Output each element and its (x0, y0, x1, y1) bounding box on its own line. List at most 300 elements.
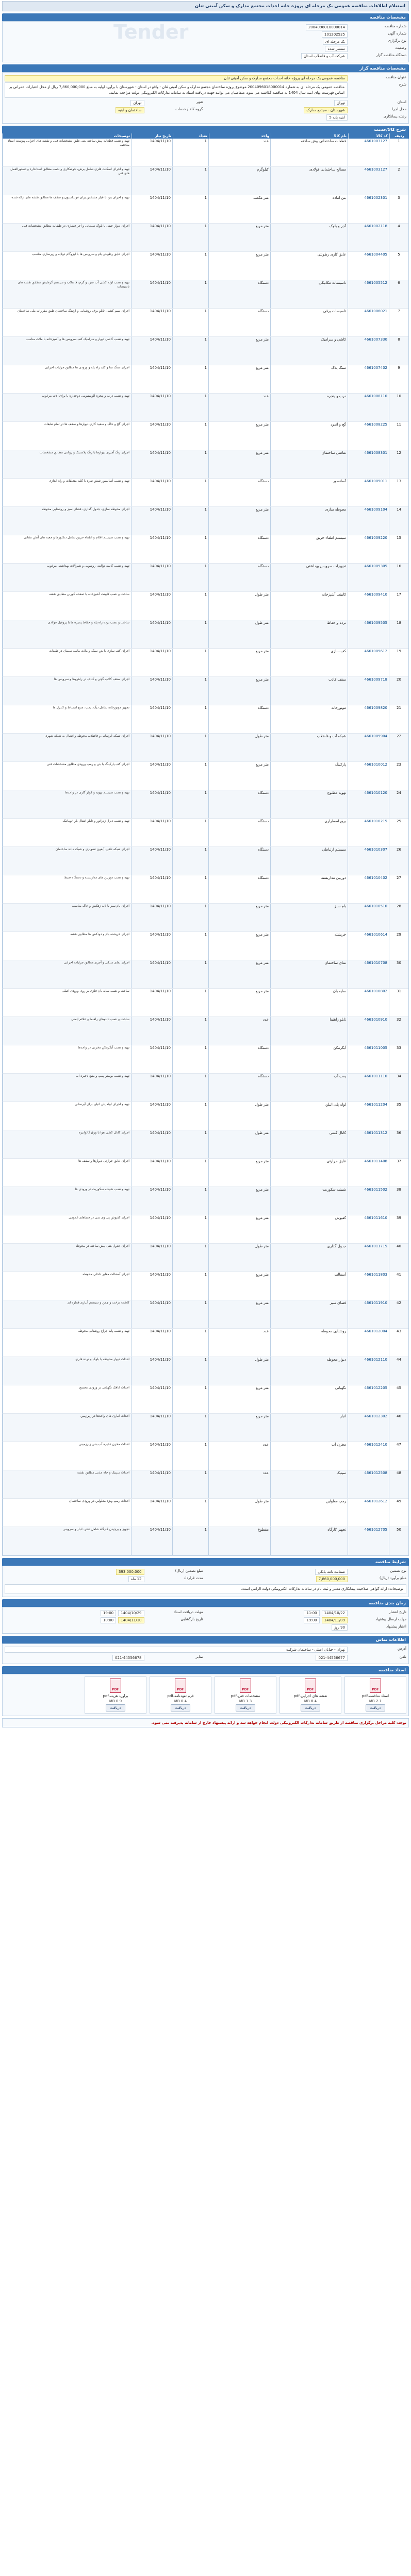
doc-card[interactable] (150, 1676, 211, 1714)
doc-name: اسناد مناقصه.pdf (361, 1693, 389, 1698)
goods-section-head: شرح کالا/خدمت (2, 126, 409, 133)
cell-code: 4661009505 (348, 620, 389, 648)
cell-date: 1404/11/10 (131, 195, 172, 223)
cell-unit: عدد (208, 1017, 270, 1045)
cell-qty: 1 (172, 620, 208, 648)
category: ساختمان و ابنیه (116, 107, 144, 113)
cell-name: دوربین مداربسته (270, 875, 348, 903)
cell-date: 1404/11/10 (131, 904, 172, 931)
docs-section-head: اسناد مناقصه (2, 1666, 409, 1674)
cell-unit: عدد (208, 1470, 270, 1498)
cell-desc: اجرای عایق حرارتی دیوارها و سقف ها (3, 1159, 131, 1187)
estimate: 7,860,000,000 (316, 1576, 348, 1582)
cell-code: 4661007402 (348, 365, 389, 393)
cell-name: قطعات ساختمانی پیش ساخته (270, 139, 348, 166)
col-unit: واحد (209, 133, 271, 139)
cell-desc: اجرای جدول بتنی پیش ساخته در محوطه (3, 1244, 131, 1272)
doc-card[interactable] (215, 1676, 276, 1714)
cell-code: 4661002301 (348, 195, 389, 223)
cell-code: 4661009904 (348, 734, 389, 761)
cell-desc: تهیه و نصب آبگرمکن مخزنی در واحدها (3, 1045, 131, 1073)
cell-qty: 1 (172, 1357, 208, 1385)
cell-unit: دستگاه (208, 790, 270, 818)
cell-unit: دستگاه (208, 847, 270, 875)
cell-no: 21 (389, 705, 408, 733)
cell-date: 1404/11/10 (131, 1159, 172, 1187)
cell-date: 1404/11/10 (131, 1102, 172, 1130)
table-row (3, 167, 408, 195)
cell-date: 1404/11/10 (131, 989, 172, 1016)
cell-date: 1404/11/10 (131, 309, 172, 336)
cell-name: موتورخانه (270, 705, 348, 733)
cell-no: 27 (389, 875, 408, 903)
cell-qty: 1 (172, 819, 208, 846)
cell-date: 1404/11/10 (131, 875, 172, 903)
doc-card[interactable] (344, 1676, 406, 1714)
fax: 021-44556678 (112, 1655, 144, 1661)
cell-unit: متر طول (208, 1102, 270, 1130)
tender-type: یک مرحله ای (323, 39, 348, 45)
cell-desc: احداث رمپ ویژه معلولین در ورودی ساختمان (3, 1499, 131, 1527)
cell-desc: احداث اتاقک نگهبانی در ورودی مجتمع (3, 1385, 131, 1413)
cell-date: 1404/11/10 (131, 1017, 172, 1045)
cell-name: فضای سبز (270, 1300, 348, 1328)
cell-no: 5 (389, 252, 408, 280)
cell-no: 2 (389, 167, 408, 195)
cell-code: 4661010910 (348, 1017, 389, 1045)
cell-name: تجهیزات سرویس بهداشتی (270, 564, 348, 591)
cell-qty: 1 (172, 960, 208, 988)
cell-desc: اجرای محوطه سازی، جدول گذاری، فضای سبز و روشنایی محوطه (3, 507, 131, 535)
col-qty: تعداد (173, 133, 209, 139)
table-row (3, 394, 408, 422)
cell-name: سیستم اطفاء حریق (270, 535, 348, 563)
cell-code: 4661010708 (348, 960, 389, 988)
cell-unit: دستگاه (208, 479, 270, 506)
cell-no: 17 (389, 592, 408, 620)
cell-date: 1404/11/10 (131, 649, 172, 676)
cell-qty: 1 (172, 705, 208, 733)
cell-qty: 1 (172, 252, 208, 280)
cell-desc: اجرای سقف کاذب گچی و کناف در راهروها و سرویس ها (3, 677, 131, 705)
cell-qty: 1 (172, 1187, 208, 1215)
doc-size: 8.4 MB (304, 1699, 317, 1703)
cell-no: 48 (389, 1470, 408, 1498)
table-row (3, 1215, 408, 1244)
guarantee-label: نوع تضمین (390, 1568, 406, 1573)
cell-date: 1404/11/10 (131, 762, 172, 790)
cell-code: 4661010402 (348, 875, 389, 903)
cell-no: 33 (389, 1045, 408, 1073)
doc-size: 0.9 MB (109, 1699, 122, 1703)
table-row (3, 224, 408, 252)
city-label: شهر (196, 99, 203, 104)
conditions-note: توضیحات: ارائه گواهی صلاحیت پیمانکاری معتبر و ثبت نام در سامانه تدارکات الکترونیکی دولت الزامی است. (5, 1584, 406, 1594)
cell-date: 1404/11/10 (131, 564, 172, 591)
cell-code: 4661011408 (348, 1159, 389, 1187)
doc-size: 2.1 MB (369, 1699, 382, 1703)
cell-code: 4661009220 (348, 535, 389, 563)
estimate-label: مبلغ برآورد (ریال) (380, 1575, 406, 1580)
cell-desc: احداث انباری های واحدها در زیرزمین (3, 1414, 131, 1442)
table-row (3, 1499, 408, 1527)
cell-desc: تهیه و نصب پایه چراغ روشنایی محوطه (3, 1329, 131, 1357)
cell-code: 4661009410 (348, 592, 389, 620)
cell-name: کاشی و سرامیک (270, 337, 348, 365)
cell-unit: متر مربع (208, 337, 270, 365)
contact-section-head: اطلاعات تماس (2, 1636, 409, 1643)
cell-name: سقف کاذب (270, 677, 348, 705)
cell-qty: 1 (172, 1329, 208, 1357)
table-row (3, 1385, 408, 1414)
table-row (3, 847, 408, 875)
cell-desc: اجرای شبکه آبرسانی و فاضلاب محوطه و اتصال به شبکه شهری (3, 734, 131, 761)
cell-date: 1404/11/10 (131, 252, 172, 280)
cell-name: پارکینگ (270, 762, 348, 790)
cell-no: 41 (389, 1272, 408, 1300)
cell-name: بتن آماده (270, 195, 348, 223)
cell-qty: 1 (172, 762, 208, 790)
table-row (3, 337, 408, 365)
cell-name: سپتیک (270, 1470, 348, 1498)
cell-date: 1404/11/10 (131, 1527, 172, 1555)
table-row (3, 450, 408, 479)
cell-code: 4661004405 (348, 252, 389, 280)
cell-unit: متر مربع (208, 450, 270, 478)
classification: ابنیه پایه 5 (326, 114, 348, 121)
cell-unit: متر مربع (208, 904, 270, 931)
cell-desc: اجرای دیوار چینی با بلوک سیمانی و آجر فشاری در طبقات مطابق مشخصات فنی (3, 224, 131, 251)
cell-name: آسفالت (270, 1272, 348, 1300)
cell-desc: تهیه و نصب شیشه سکوریت در ورودی ها (3, 1187, 131, 1215)
cell-qty: 1 (172, 1017, 208, 1045)
subject: مناقصه عمومی یک مرحله ای پروژه خانه احداث مجتمع مدارک و سکن آمیتی ثنان (5, 75, 348, 81)
tender-type-label: نوع برگزاری (388, 39, 406, 43)
province: تهران (334, 100, 348, 106)
cell-qty: 1 (172, 649, 208, 676)
cell-qty: 1 (172, 535, 208, 563)
cell-code: 4661009011 (348, 479, 389, 506)
cell-name: درب و پنجره (270, 394, 348, 421)
cell-qty: 1 (172, 195, 208, 223)
download-button[interactable]: دریافت (301, 1704, 321, 1711)
dates-section-head: زمان بندی مناقصه (2, 1599, 409, 1607)
table-row (3, 790, 408, 819)
cell-no: 9 (389, 365, 408, 393)
cell-name: کف سازی (270, 649, 348, 676)
cell-desc: اجرای کانال کشی هوا با ورق گالوانیزه (3, 1130, 131, 1158)
cell-desc: احداث سپتیک و چاه جذبی مطابق نقشه (3, 1470, 131, 1498)
cell-unit: متر طول (208, 1357, 270, 1385)
pdf-icon (370, 1679, 381, 1693)
cell-name: عایق حرارتی (270, 1159, 348, 1187)
publish-time: 11:00 (304, 1610, 319, 1616)
cell-unit: دستگاه (208, 1074, 270, 1101)
cell-desc: تجهیز موتورخانه شامل دیگ، پمپ، منبع انبساط و کنترل ها (3, 705, 131, 733)
table-row (3, 1442, 408, 1470)
cell-desc: احداث دیوار محوطه با بلوک و نرده فلزی (3, 1357, 131, 1385)
doc-card[interactable] (280, 1676, 341, 1714)
cell-unit: متر مکعب (208, 195, 270, 223)
doc-name: فرم تعهدنامه.pdf (167, 1693, 194, 1698)
pdf-icon (305, 1679, 316, 1693)
cell-no: 10 (389, 394, 408, 421)
cell-qty: 1 (172, 1470, 208, 1498)
org-label: دستگاه مناقصه گزار (376, 53, 406, 57)
tender-header-box (2, 21, 409, 62)
doc-card[interactable] (85, 1676, 146, 1714)
cell-code: 4661008110 (348, 394, 389, 421)
table-row (3, 734, 408, 762)
cell-unit: دستگاه (208, 280, 270, 308)
table-row (3, 1470, 408, 1499)
cell-desc: تهیه و اجرای اسکلت فلزی شامل برش، جوشکاری و نصب مطابق استاندارد و دستورالعمل های فنی (3, 167, 131, 195)
table-row (3, 252, 408, 280)
cell-name: پمپ آب (270, 1074, 348, 1101)
cell-code: 4661006021 (348, 309, 389, 336)
cell-date: 1404/11/10 (131, 167, 172, 195)
cell-qty: 1 (172, 875, 208, 903)
table-row (3, 904, 408, 932)
tender-no: 2004096018000014 (306, 24, 348, 30)
cell-unit: متر مربع (208, 1215, 270, 1243)
footer-note: توجه: کلیه مراحل برگزاری مناقصه از طریق سامانه تدارکات الکترونیکی دولت انجام خواهد شد و ارائه پیشنهاد خارج از سامانه پذیرفته نمی شود. (2, 1718, 409, 1728)
doc-name: برآورد هزینه.pdf (103, 1693, 128, 1698)
conditions-section-head: شرایط مناقصه (2, 1558, 409, 1566)
table-row (3, 1045, 408, 1074)
table-row (3, 1244, 408, 1272)
province-label: استان (397, 99, 406, 104)
cell-name: نرده و حفاظ (270, 620, 348, 648)
conditions-box (2, 1566, 409, 1597)
cell-no: 24 (389, 790, 408, 818)
cell-name: سنگ پلاک (270, 365, 348, 393)
download-button[interactable]: دریافت (366, 1704, 386, 1711)
pdf-icon (175, 1679, 186, 1693)
cell-name: شیشه سکوریت (270, 1187, 348, 1215)
cell-name: مخزن آب (270, 1442, 348, 1470)
cell-no: 6 (389, 280, 408, 308)
cell-unit: متر مربع (208, 1385, 270, 1413)
cell-desc: تهیه و نصب کاشی دیوار و سرامیک کف سرویس ها و آشپزخانه با ملات مناسب (3, 337, 131, 365)
cell-no: 4 (389, 224, 408, 251)
guarantee-amount: 393,000,000 (116, 1569, 144, 1575)
cell-desc: کاشت درخت و چمن و سیستم آبیاری قطره ای (3, 1300, 131, 1328)
cell-name: کفپوش (270, 1215, 348, 1243)
download-button[interactable]: دریافت (106, 1704, 126, 1711)
cell-code: 4661011502 (348, 1187, 389, 1215)
cell-unit: متر مربع (208, 422, 270, 450)
table-row (3, 535, 408, 564)
cell-date: 1404/11/10 (131, 592, 172, 620)
cell-qty: 1 (172, 507, 208, 535)
cell-code: 4661011803 (348, 1272, 389, 1300)
cell-qty: 1 (172, 1499, 208, 1527)
cell-code: 4661010120 (348, 790, 389, 818)
address-label: آدرس (398, 1646, 406, 1651)
cell-qty: 1 (172, 790, 208, 818)
tender-no-label: شماره مناقصه (384, 24, 406, 28)
cell-name: رمپ معلولین (270, 1499, 348, 1527)
cell-no: 42 (389, 1300, 408, 1328)
table-row (3, 1187, 408, 1215)
table-row (3, 1357, 408, 1385)
cell-no: 50 (389, 1527, 408, 1555)
page-title: استعلام اطلاعات مناقصه عمومی یک مرحله ای پروژه خانه احداث مجتمع مدارک و سکن آمیتی ثنان (2, 1, 409, 11)
cell-qty: 1 (172, 224, 208, 251)
cell-no: 11 (389, 422, 408, 450)
table-row (3, 365, 408, 394)
cell-unit: دستگاه (208, 705, 270, 733)
cell-code: 4661007330 (348, 337, 389, 365)
cell-name: تابلو راهنما (270, 1017, 348, 1045)
cell-qty: 1 (172, 592, 208, 620)
cell-code: 4661011312 (348, 1130, 389, 1158)
cell-date: 1404/11/10 (131, 224, 172, 251)
cell-date: 1404/11/10 (131, 960, 172, 988)
bid-deadline-label: مهلت ارسال پیشنهاد (375, 1617, 406, 1621)
cell-unit: کیلوگرم (208, 167, 270, 195)
cell-no: 40 (389, 1244, 408, 1272)
cell-desc: ساخت و نصب سایه بان فلزی بر روی ورودی اصلی (3, 989, 131, 1016)
validity-label: اعتبار پیشنهاد (386, 1624, 406, 1629)
cell-unit: عدد (208, 394, 270, 421)
cell-date: 1404/11/10 (131, 1187, 172, 1215)
cell-code: 4661011715 (348, 1244, 389, 1272)
cell-name: جدول گذاری (270, 1244, 348, 1272)
table-row (3, 762, 408, 790)
dates-box (2, 1607, 409, 1634)
cell-code: 4661010307 (348, 847, 389, 875)
cell-code: 4661010215 (348, 819, 389, 846)
cell-qty: 1 (172, 904, 208, 931)
cell-qty: 1 (172, 989, 208, 1016)
info-box (2, 72, 409, 124)
cell-code: 4661012705 (348, 1527, 389, 1555)
cell-code: 4661008225 (348, 422, 389, 450)
cell-qty: 1 (172, 139, 208, 166)
cell-code: 4661012110 (348, 1357, 389, 1385)
table-row (3, 1527, 408, 1555)
tender-section-head: مشخصات مناقصه (2, 13, 409, 21)
cell-desc: اجرای نمای سنگی و آجری مطابق جزئیات اجرایی (3, 960, 131, 988)
cell-date: 1404/11/10 (131, 819, 172, 846)
pdf-icon (240, 1679, 251, 1693)
cell-unit: متر طول (208, 592, 270, 620)
cell-qty: 1 (172, 734, 208, 761)
cell-name: گچ و اندود (270, 422, 348, 450)
table-row (3, 1300, 408, 1329)
cell-date: 1404/11/10 (131, 932, 172, 960)
cell-name: نقاشی ساختمان (270, 450, 348, 478)
cell-unit: متر مربع (208, 365, 270, 393)
category-label: گروه کالا / خدمات (175, 107, 203, 111)
table-row (3, 422, 408, 450)
cell-unit: متر طول (208, 1130, 270, 1158)
cell-code: 4661009612 (348, 649, 389, 676)
cell-qty: 1 (172, 1045, 208, 1073)
cell-code: 4661003127 (348, 139, 389, 166)
cell-no: 12 (389, 450, 408, 478)
table-row (3, 960, 408, 989)
table-row (3, 1102, 408, 1130)
doc-deadline-date: 1404/10/29 (118, 1610, 144, 1616)
cell-qty: 1 (172, 847, 208, 875)
cell-name: شبکه آب و فاضلاب (270, 734, 348, 761)
cell-code: 4661010802 (348, 989, 389, 1016)
table-row (3, 280, 408, 309)
cell-date: 1404/11/10 (131, 1045, 172, 1073)
status-badge: منتشر شده (325, 46, 348, 52)
cell-code: 4661002118 (348, 224, 389, 251)
guarantee-amount-label: مبلغ تضمین (ریال) (175, 1568, 203, 1573)
status-label: وضعیت (395, 46, 406, 50)
cell-code: 4661009305 (348, 564, 389, 591)
city: تهران (130, 100, 144, 106)
cell-name: تاسیسات برقی (270, 309, 348, 336)
cell-desc: ساخت و نصب نرده راه پله و حفاظ پنجره ها با پروفیل فولادی (3, 620, 131, 648)
cell-date: 1404/11/10 (131, 394, 172, 421)
cell-no: 38 (389, 1187, 408, 1215)
cell-date: 1404/11/10 (131, 450, 172, 478)
cell-unit: متر مربع (208, 1300, 270, 1328)
table-row (3, 677, 408, 705)
cell-name: عایق کاری رطوبتی (270, 252, 348, 280)
opening-label: تاریخ بازگشایی (180, 1617, 203, 1621)
cell-unit: متر مربع (208, 1159, 270, 1187)
cell-name: آبگرمکن (270, 1045, 348, 1073)
cell-qty: 1 (172, 422, 208, 450)
cell-date: 1404/11/10 (131, 535, 172, 563)
cell-no: 7 (389, 309, 408, 336)
cell-code: 4661005512 (348, 280, 389, 308)
cell-no: 36 (389, 1130, 408, 1158)
cell-code: 4661012004 (348, 1329, 389, 1357)
cell-no: 8 (389, 337, 408, 365)
cell-desc: اجرای آسفالت معابر داخلی محوطه (3, 1272, 131, 1300)
cell-desc: اجرای خرپشته بام و دودکش ها مطابق نقشه (3, 932, 131, 960)
doc-name: مشخصات فنی.pdf (231, 1693, 260, 1698)
download-button[interactable]: دریافت (236, 1704, 256, 1711)
cell-no: 49 (389, 1499, 408, 1527)
table-row (3, 195, 408, 224)
cell-qty: 1 (172, 1385, 208, 1413)
subject-label: عنوان مناقصه (385, 75, 406, 79)
cell-no: 44 (389, 1357, 408, 1385)
cell-desc: اجرای کف پارکینگ با بتن و رمپ ورودی مطابق مشخصات فنی (3, 762, 131, 790)
cell-no: 18 (389, 620, 408, 648)
download-button[interactable]: دریافت (171, 1704, 191, 1711)
cell-code: 4661009104 (348, 507, 389, 535)
cell-unit: متر طول (208, 734, 270, 761)
cell-code: 4661012302 (348, 1414, 389, 1442)
cell-desc: تهیه و نصب سیستم اعلام و اطفاء حریق شامل دتکتورها و جعبه های آتش نشانی (3, 535, 131, 563)
cell-code: 4661011005 (348, 1045, 389, 1073)
cell-date: 1404/11/10 (131, 705, 172, 733)
ad-no: 101202525 (322, 31, 348, 38)
cell-qty: 1 (172, 1074, 208, 1101)
cell-unit: متر مربع (208, 507, 270, 535)
cell-desc: تهیه و نصب لوله کشی آب سرد و گرم، فاضلاب و سیستم گرمایش مطابق نقشه های تاسیسات (3, 280, 131, 308)
table-row (3, 1074, 408, 1102)
cell-unit: متر مربع (208, 252, 270, 280)
cell-desc: اجرای سیم کشی، تابلو برق، روشنایی و ارتینگ ساختمان طبق مقررات ملی ساختمان (3, 309, 131, 336)
doc-deadline-label: مهلت دریافت اسناد (173, 1609, 203, 1614)
table-row (3, 1414, 408, 1442)
cell-qty: 1 (172, 1300, 208, 1328)
cell-name: بام سبز (270, 904, 348, 931)
ad-no-label: شماره آگهی (388, 31, 406, 36)
